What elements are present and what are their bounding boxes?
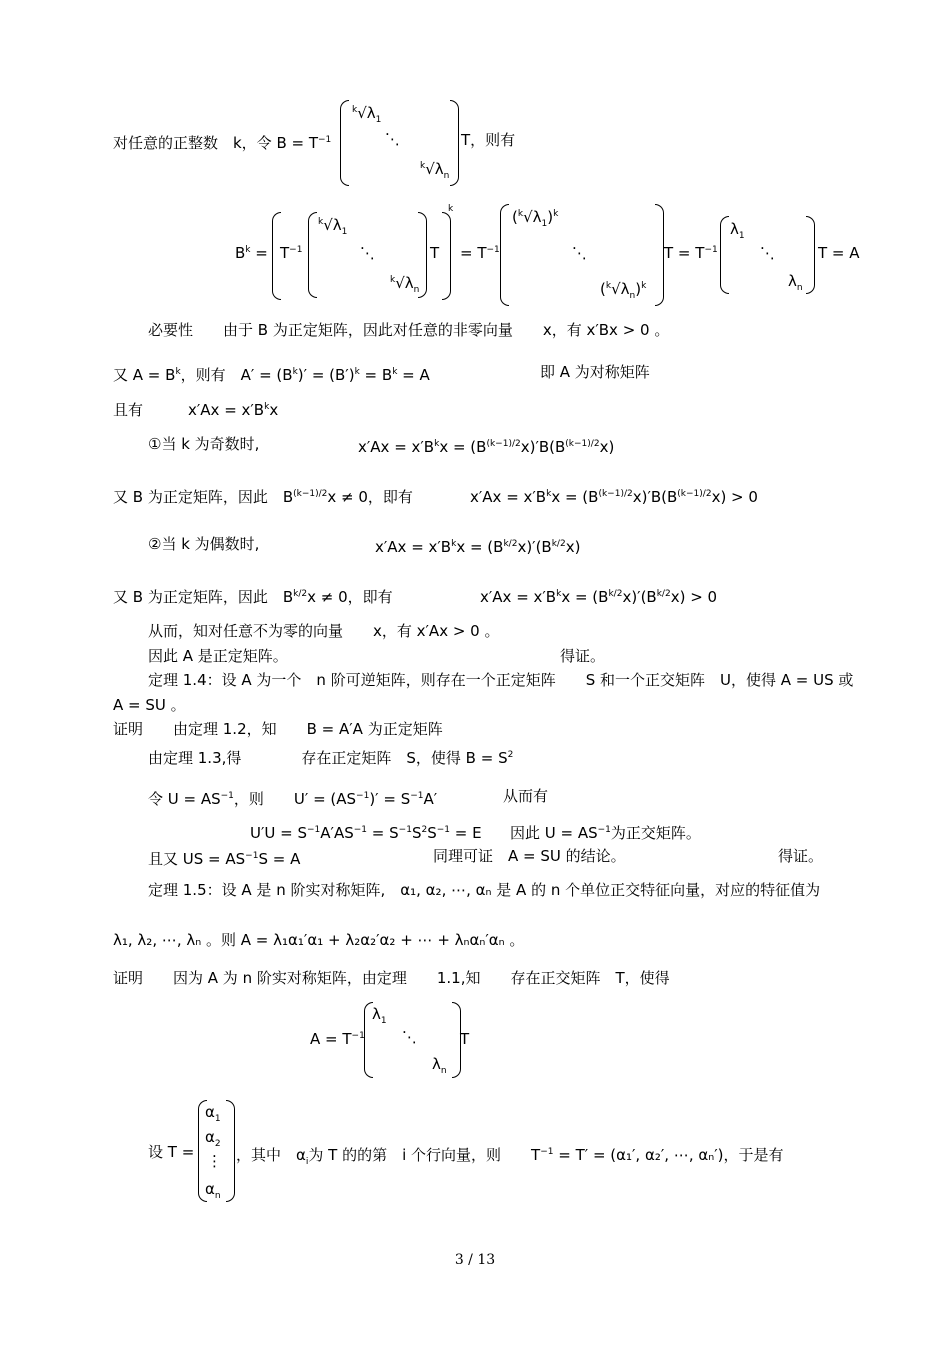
- equation: T: [460, 1030, 470, 1048]
- text-line: 证明 由定理 1.2，知 B = A′A 为正定矩阵: [113, 720, 443, 738]
- matrix-entry: $(^k√\lambda_1)^k$: [512, 208, 559, 229]
- theorem: 定理 1.5：设 A 是 n 阶实对称矩阵, α₁, α₂, ⋯, αₙ 是 A 的 n 个单位正交特征向量，对应的特征值为: [148, 881, 821, 899]
- matrix-entry: $\lambda_n$: [432, 1055, 447, 1076]
- matrix-dots: ⋱: [385, 130, 400, 148]
- text-line: 必要性 由于 B 为正定矩阵，因此对任意的非零向量 x，有 x′Bx > 0 。: [148, 321, 670, 339]
- bracket: [418, 212, 427, 298]
- theorem: A = SU 。: [113, 696, 186, 714]
- theorem: λ₁, λ₂, ⋯, λₙ 。则 A = λ₁α₁′α₁ + λ₂α₂′α₂ + ⋯ + λₙαₙ′αₙ 。: [113, 931, 525, 949]
- matrix-dots: ⋱: [572, 244, 587, 262]
- bracket: [308, 212, 317, 298]
- bracket: [442, 212, 451, 300]
- matrix-bracket-right: [450, 100, 459, 186]
- equation: T = A: [818, 244, 860, 262]
- bracket: [500, 204, 509, 306]
- text-line: ②当 k 为偶数时,: [148, 535, 260, 553]
- equation: $T = T^{-1}$: [664, 244, 718, 262]
- equation: $A = T^{-1}$: [310, 1030, 365, 1048]
- equation: $x'Ax = x'B^kx = (B^{k/2}x)'(B^{k/2}x)$: [375, 538, 581, 556]
- equation: $T^{-1}$: [280, 244, 303, 262]
- text-line: 因此 $U = AS^{-1}$为正交矩阵。: [510, 824, 701, 842]
- text-line: ①当 k 为奇数时,: [148, 435, 260, 453]
- matrix-entry: $\alpha_1$: [205, 1103, 221, 1124]
- equation: T: [430, 244, 440, 262]
- matrix-entry: $\lambda_1$: [372, 1005, 387, 1026]
- matrix-dots: ⋱: [360, 244, 375, 262]
- text-line: 由定理 1.3,得 存在正定矩阵 S，使得 $B = S^2$: [148, 749, 514, 767]
- equation: $U'U = S^{-1}A'AS^{-1} = S^{-1}S^2S^{-1} = E$: [250, 824, 482, 842]
- matrix-dots: ⋮: [207, 1152, 222, 1170]
- text-line: 又 B 为正定矩阵，因此 $B^{k/2}x \ne 0$，即有: [113, 588, 393, 606]
- text-line: 又 $A = B^k$，则有 $A' = (B^k)' = (B')^k = B^k = A$: [113, 366, 430, 384]
- bracket: [806, 216, 815, 294]
- matrix-entry: $(^k√\lambda_n)^k$: [600, 280, 647, 301]
- matrix-entry: $^k√\lambda_1$: [352, 104, 382, 125]
- text-line: T，则有: [461, 131, 516, 149]
- page-number: 3 / 13: [454, 1252, 496, 1268]
- text-line: 从而有: [503, 787, 549, 805]
- matrix-bracket-left: [340, 100, 349, 186]
- equation: $x'Ax = x'B^kx = (B^{(k-1)/2}x)'B(B^{(k-1)/2}x)$: [358, 438, 615, 456]
- bracket: [226, 1100, 235, 1202]
- matrix-entry: $\alpha_n$: [205, 1180, 221, 1201]
- matrix-entry: $\lambda_1$: [730, 220, 745, 241]
- text-line: 且又 US = $AS^{-1}S = A$: [148, 850, 301, 868]
- text-line: 且有 $x'Ax = x'B^kx$: [113, 401, 279, 419]
- matrix-dots: ⋱: [402, 1028, 417, 1046]
- matrix-entry: $\alpha_2$: [205, 1128, 221, 1149]
- bracket: [655, 204, 664, 306]
- equation: $x'Ax = x'B^kx = (B^{k/2}x)'(B^{k/2}x) > 0$: [480, 588, 718, 606]
- text-line: 从而，知对任意不为零的向量 x，有 x′Ax > 0 。: [148, 622, 500, 640]
- text-line: 对任意的正整数 k，令 $B = T^{-1}$: [113, 134, 332, 152]
- text-line: 又 B 为正定矩阵，因此 $B^{(k-1)/2}x \ne 0$，即有: [113, 488, 413, 506]
- matrix-entry: $^k√\lambda_1$: [318, 216, 348, 237]
- text-line: 即 A 为对称矩阵: [540, 363, 650, 381]
- matrix-entry: $^k√\lambda_n$: [390, 274, 420, 295]
- text-line: ，其中 $\alpha_i$为 T 的的第 i 个行向量，则 $T^{-1} = T' = (\alpha_1'$, α₂′, ⋯, αₙ′)，于是有: [236, 1146, 784, 1167]
- matrix-entry: $\lambda_n$: [788, 272, 803, 293]
- text-line: 得证。: [560, 647, 606, 665]
- text-line: 得证。: [778, 847, 824, 865]
- equation: $B^k$ =: [235, 244, 268, 262]
- matrix-dots: ⋱: [760, 244, 775, 262]
- text-line: 设 T =: [148, 1143, 195, 1161]
- bracket: [720, 216, 729, 294]
- equation: = $T^{-1}$: [460, 244, 500, 262]
- equation: k: [448, 204, 454, 214]
- text-line: 因此 A 是正定矩阵。: [148, 647, 288, 665]
- matrix-entry: $^k√\lambda_n$: [420, 160, 450, 181]
- text-line: 同理可证 A = SU 的结论。: [433, 847, 626, 865]
- text-line: 证明 因为 A 为 n 阶实对称矩阵，由定理 1.1,知 存在正交矩阵 T，使得: [113, 969, 670, 987]
- theorem: 定理 1.4：设 A 为一个 n 阶可逆矩阵，则存在一个正定矩阵 S 和一个正交矩阵 U，使得 A = US 或: [148, 671, 854, 689]
- text-line: 令 $U = AS^{-1}$，则 $U' = (AS^{-1})' = S^{-1}A'$: [148, 790, 438, 808]
- equation: $x'Ax = x'B^kx = (B^{(k-1)/2}x)'B(B^{(k-1)/2}x) > 0$: [470, 488, 758, 506]
